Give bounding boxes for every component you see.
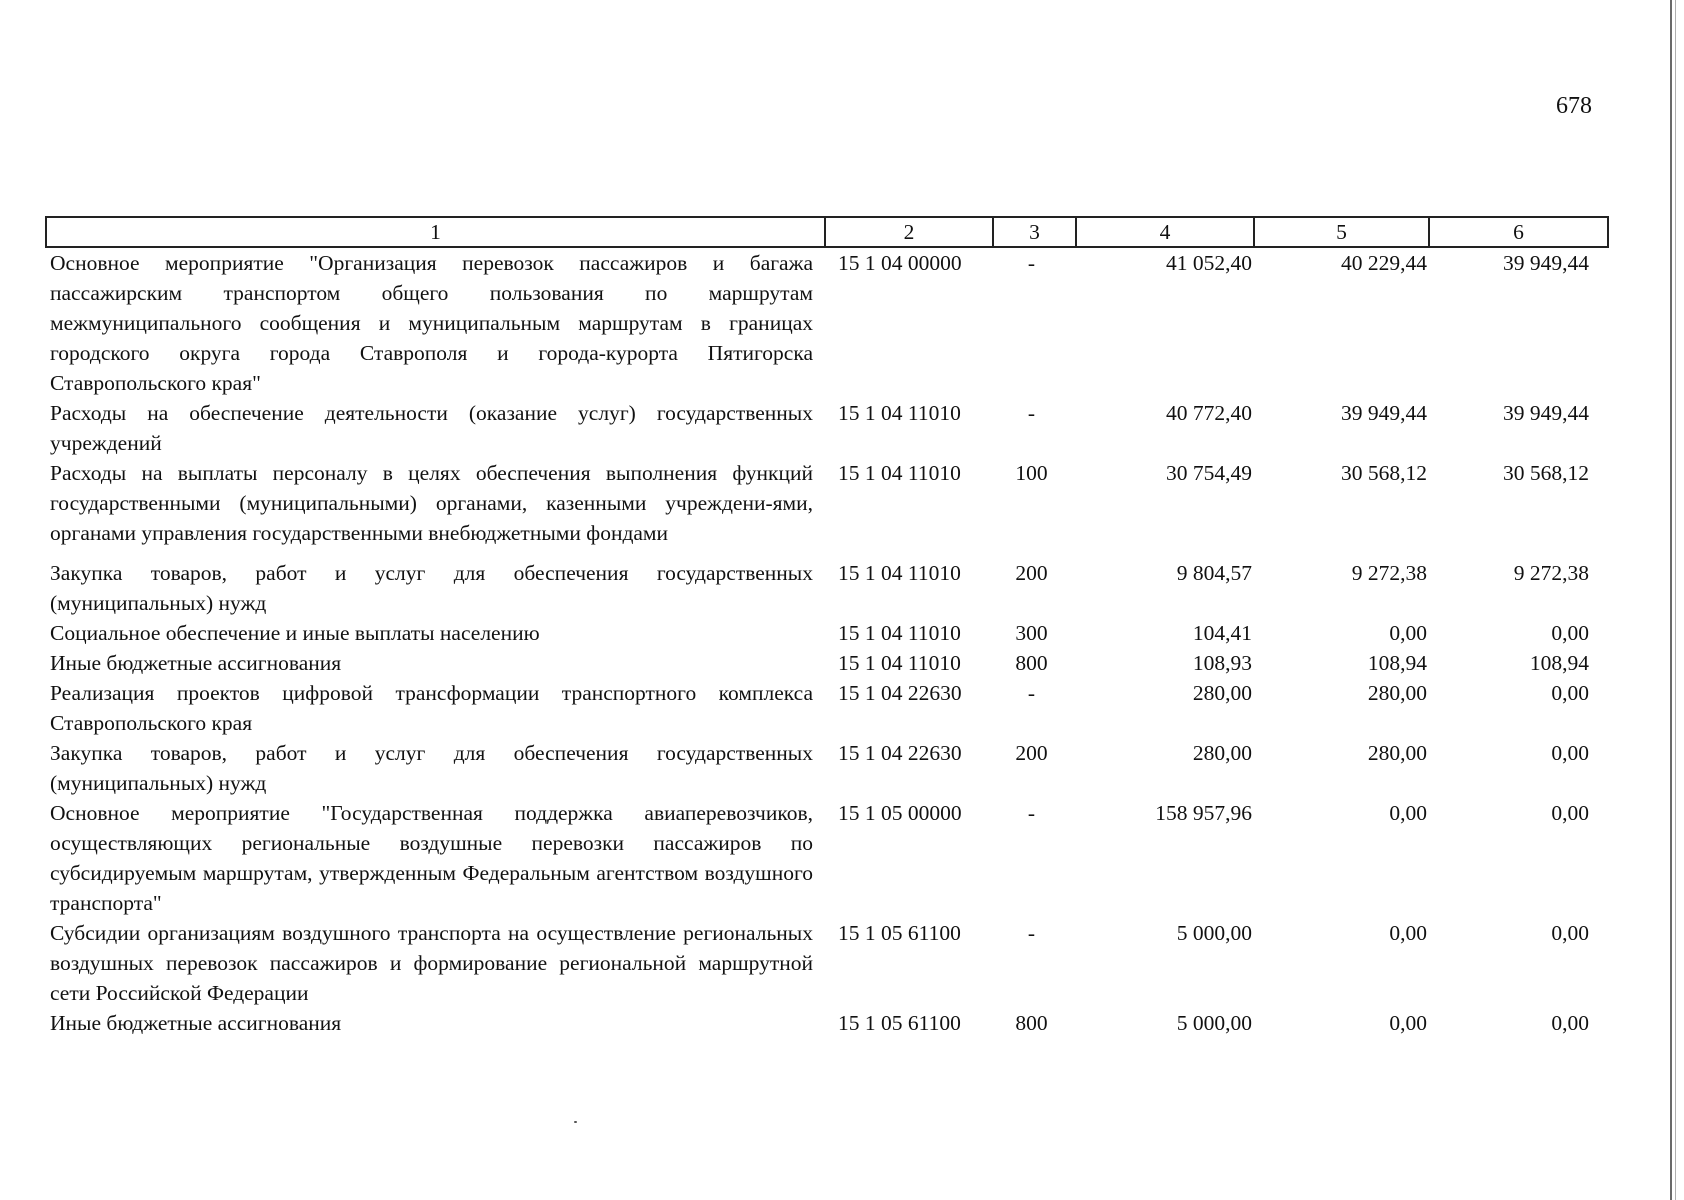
row-code: 15 1 04 11010 [838,461,961,485]
row-value-4: 280,00 [1192,681,1252,705]
row-value-4: 108,93 [1192,651,1252,675]
row-name: Реализация проектов цифровой трансформации транспортного комплекса Ставропольского края [50,681,813,735]
row-type: 200 [1015,741,1048,765]
row-value-6: 39 949,44 [1503,401,1589,425]
row-value-5: 280,00 [1367,681,1427,705]
header-col-3: 3 [993,217,1076,247]
table-row [46,247,1608,398]
row-value-4: 104,41 [1192,621,1252,645]
row-value-4: 158 957,96 [1155,801,1252,825]
row-value-5: 280,00 [1367,741,1427,765]
row-code: 15 1 04 00000 [838,251,962,275]
row-value-5: 40 229,44 [1341,251,1427,275]
row-code: 15 1 04 11010 [838,621,961,645]
row-value-4: 5 000,00 [1176,921,1252,945]
row-type: 800 [1015,1011,1048,1035]
row-type: - [1027,251,1036,275]
row-value-4: 41 052,40 [1166,251,1252,275]
row-name: Основное мероприятие "Организация перевозок пассажиров и багажа пассажирским транспортом общего пользования по маршрутам межмуниципального сообщения и муниципальным маршрутам в границах городского округа города Ставрополя и города-курорта Пятигорска Ставропольского края" [50,251,813,395]
table-row [46,398,1608,458]
row-type: 300 [1015,621,1048,645]
table-row [46,738,1608,798]
row-value-6: 0,00 [1551,681,1589,705]
row-code: 15 1 05 00000 [838,801,962,825]
row-type: - [1027,801,1036,825]
table-row [46,918,1608,1008]
header-col-5: 5 [1254,217,1429,247]
table-row [46,1008,1608,1038]
header-col-2: 2 [825,217,993,247]
scan-edge-shadow [1670,0,1672,1200]
table-row [46,798,1608,918]
row-name: Закупка товаров, работ и услуг для обеспечения государственных (муниципальных) нужд [50,741,813,795]
header-col-6: 6 [1429,217,1608,247]
table-body [46,247,1608,1038]
row-code: 15 1 04 11010 [838,651,961,675]
row-code: 15 1 04 11010 [838,401,961,425]
row-value-5: 0,00 [1389,921,1427,945]
row-code: 15 1 04 22630 [838,681,962,705]
row-name: Основное мероприятие "Государственная поддержка авиаперевозчиков, осуществляющих региональные воздушные перевозки пассажиров по субсидируемым маршрутам, утвержденным Федеральным агентством воздушного транспорта" [50,801,813,915]
row-value-6: 30 568,12 [1503,461,1589,485]
row-value-6: 9 272,38 [1513,561,1589,585]
row-value-4: 9 804,57 [1176,561,1252,585]
row-value-5: 30 568,12 [1341,461,1427,485]
row-value-6: 0,00 [1551,921,1589,945]
table-row [46,458,1608,548]
row-code: 15 1 05 61100 [838,1011,961,1035]
scan-speck [574,1121,577,1123]
row-value-5: 9 272,38 [1351,561,1427,585]
row-value-5: 108,94 [1367,651,1427,675]
row-type: - [1027,681,1036,705]
header-col-1: 1 [46,217,825,247]
row-value-4: 30 754,49 [1166,461,1252,485]
table-row [46,618,1608,648]
row-type: 800 [1015,651,1048,675]
row-type: 200 [1015,561,1048,585]
row-value-6: 0,00 [1551,741,1589,765]
row-type: - [1027,921,1036,945]
row-name: Иные бюджетные ассигнования [50,1011,342,1035]
row-value-6: 108,94 [1529,651,1589,675]
row-name: Расходы на обеспечение деятельности (оказание услуг) государственных учреждений [50,401,813,455]
header-col-4: 4 [1076,217,1254,247]
row-value-5: 0,00 [1389,801,1427,825]
row-value-4: 5 000,00 [1176,1011,1252,1035]
budget-table [45,216,1609,1038]
row-type: 100 [1015,461,1048,485]
row-name: Расходы на выплаты персоналу в целях обеспечения выполнения функций государственными (муниципальными) органами, казенными учреждени-ями, органами управления государственными внебюджетными фондами [50,461,813,545]
table-row [46,548,1608,618]
page-number: 678 [1556,93,1592,119]
row-code: 15 1 04 11010 [838,561,961,585]
row-value-4: 280,00 [1192,741,1252,765]
row-value-6: 0,00 [1551,621,1589,645]
row-value-5: 0,00 [1389,621,1427,645]
row-value-6: 0,00 [1551,1011,1589,1035]
row-code: 15 1 05 61100 [838,921,961,945]
table-row [46,678,1608,738]
row-name: Иные бюджетные ассигнования [50,651,342,675]
row-name: Социальное обеспечение и иные выплаты населению [50,621,540,645]
table-row [46,648,1608,678]
row-value-4: 40 772,40 [1166,401,1252,425]
row-value-5: 39 949,44 [1341,401,1427,425]
row-name: Субсидии организациям воздушного транспорта на осуществление региональных воздушных перевозок пассажиров и формирование региональной маршрутной сети Российской Федерации [50,921,813,1005]
scan-edge-shadow-light [1675,0,1676,1200]
row-value-5: 0,00 [1389,1011,1427,1035]
header-row [46,217,1608,247]
row-type: - [1027,401,1036,425]
table-header [46,217,1608,247]
row-value-6: 39 949,44 [1503,251,1589,275]
row-name: Закупка товаров, работ и услуг для обеспечения государственных (муниципальных) нужд [50,561,813,615]
row-code: 15 1 04 22630 [838,741,962,765]
row-value-6: 0,00 [1551,801,1589,825]
